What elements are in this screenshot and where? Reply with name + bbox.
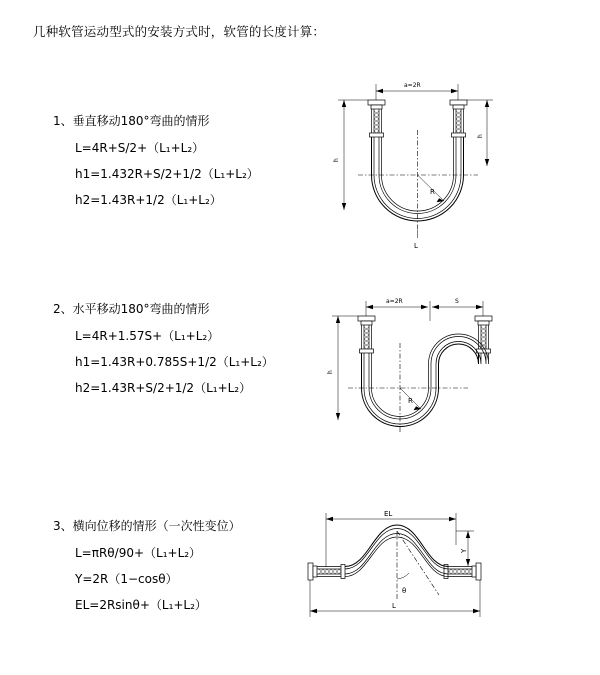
figure-2-top-dim-left-label: a=2R [386,298,403,305]
figure-1-drawing [318,70,498,265]
figure-3 [296,505,496,630]
section-3-formula-3: EL=2Rsinθ+（L₁+L₂） [75,598,207,612]
figure-1-right-dim-label: h [477,134,484,138]
figure-1-radius-label: R [430,188,435,196]
figure-2-drawing [318,288,503,458]
figure-2-top-dim-right-label: S [455,298,459,305]
figure-2-left-dim-label: h [327,370,334,374]
section-2-formula-1: L=4R+1.57S+（L₁+L₂） [75,329,220,343]
figure-3-drawing [296,505,496,630]
section-3-title: 3、横向位移的情形（一次性变位） [53,519,241,533]
section-3-text [53,517,241,622]
section-3-formula-2: Y=2R（1−cosθ） [75,572,178,586]
figure-3-angle-label: θ [402,587,407,595]
section-1-text [53,112,259,217]
section-2-formula-2: h1=1.43R+0.785S+1/2（L₁+L₂） [75,355,274,369]
section-1-formula-1: L=4R+S/2+（L₁+L₂） [75,141,205,155]
section-3-formula-1: L=πRθ/90+（L₁+L₂） [75,546,202,560]
figure-1-left-dim-label: h [333,158,340,162]
section-2-text [53,300,274,405]
figure-3-bottom-dim-label: L [392,602,396,610]
figure-3-top-dim-label: EL [384,510,393,518]
figure-3-right-dim-label: Y [460,548,468,553]
section-2-title: 2、水平移动180°弯曲的情形 [53,302,210,316]
section-1-title: 1、垂直移动180°弯曲的情形 [53,114,210,128]
figure-1-top-dim-label: a=2R [404,82,421,89]
figure-2-radius-label: R [408,397,413,405]
section-1-formula-2: h1=1.432R+S/2+1/2（L₁+L₂） [75,167,259,181]
figure-1 [318,70,498,265]
section-2-formula-3: h2=1.43R+S/2+1/2（L₁+L₂） [75,381,252,395]
figure-2 [318,288,503,458]
figure-1-bottom-label: L [414,242,418,250]
section-1-formula-3: h2=1.43R+1/2（L₁+L₂） [75,193,222,207]
page-title: 几种软管运动型式的安装方式时，软管的长度计算： [33,24,326,39]
